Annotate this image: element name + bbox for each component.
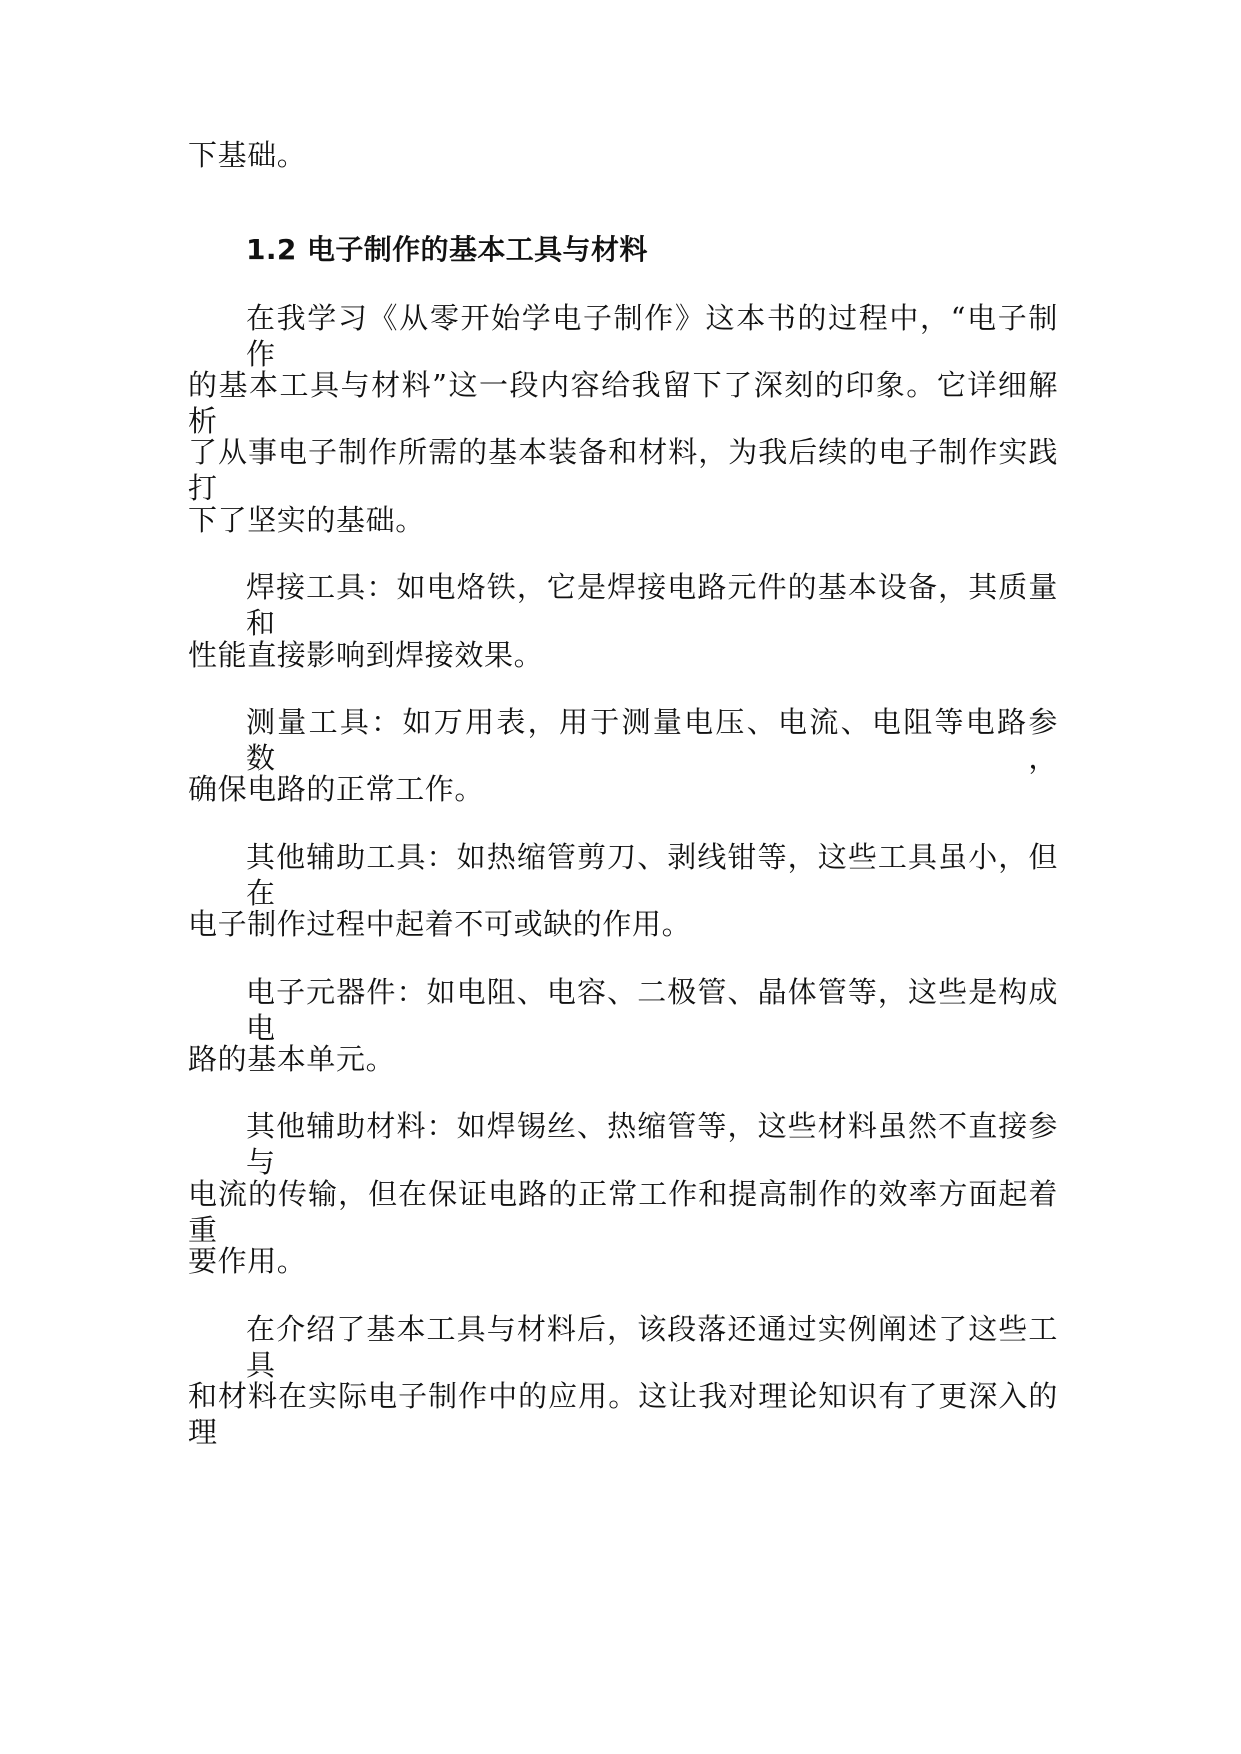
paragraph-line: 的基本工具与材料”这一段内容给我留下了深刻的印象。它详细解析 xyxy=(188,368,1058,438)
paragraph-line: 下了坚实的基础。 xyxy=(188,503,425,537)
paragraph-line: 性能直接影响到焊接效果。 xyxy=(188,638,544,672)
paragraph-line: 电子元器件：如电阻、电容、二极管、晶体管等，这些是构成电 xyxy=(246,975,1058,1045)
section-heading: 1.2 电子制作的基本工具与材料 xyxy=(246,233,648,266)
paragraph-line: 其他辅助工具：如热缩管剪刀、剥线钳等，这些工具虽小，但在 xyxy=(246,840,1058,910)
paragraph-line: 在我学习《从零开始学电子制作》这本书的过程中，“电子制作 xyxy=(246,301,1058,371)
paragraph-line: 其他辅助材料：如焊锡丝、热缩管等，这些材料虽然不直接参与 xyxy=(246,1109,1058,1179)
paragraph-line: 电子制作过程中起着不可或缺的作用。 xyxy=(188,907,692,941)
paragraph-line: 焊接工具：如电烙铁，它是焊接电路元件的基本设备，其质量和 xyxy=(246,570,1058,640)
paragraph-line: 要作用。 xyxy=(188,1244,307,1278)
paragraph-line: 电流的传输，但在保证电路的正常工作和提高制作的效率方面起着重 xyxy=(188,1177,1058,1247)
paragraph-line: 下基础。 xyxy=(188,138,307,172)
paragraph-line: 在介绍了基本工具与材料后，该段落还通过实例阐述了这些工具 xyxy=(246,1312,1058,1382)
paragraph-line: 确保电路的正常工作。 xyxy=(188,772,485,806)
paragraph-line: 测量工具：如万用表，用于测量电压、电流、电阻等电路参数， xyxy=(246,705,1058,775)
paragraph-line: 路的基本单元。 xyxy=(188,1042,396,1076)
paragraph-line: 和材料在实际电子制作中的应用。这让我对理论知识有了更深入的理 xyxy=(188,1379,1058,1449)
paragraph-line: 了从事电子制作所需的基本装备和材料，为我后续的电子制作实践打 xyxy=(188,435,1058,505)
